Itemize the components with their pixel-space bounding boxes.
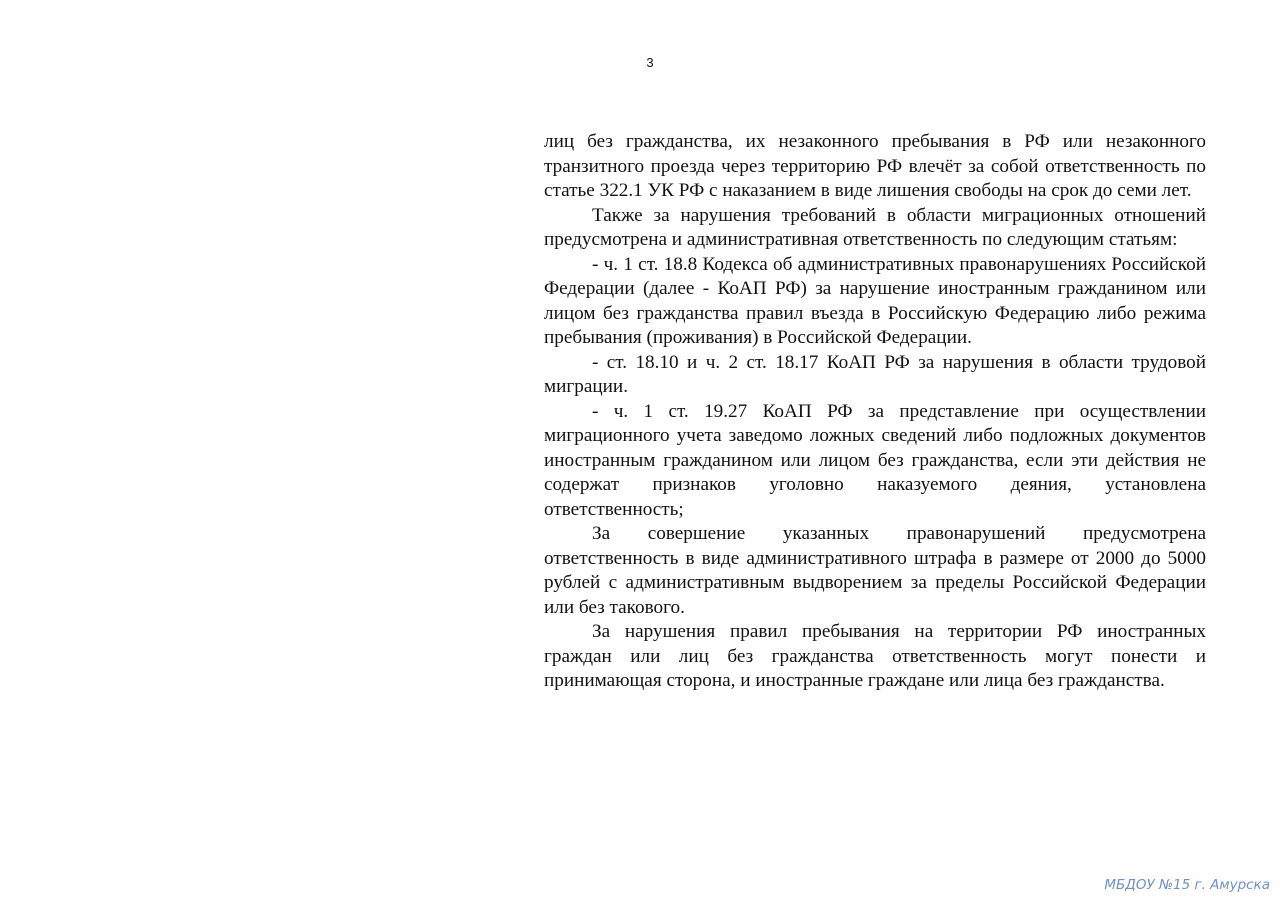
paragraph-host-liability: За нарушения правил пребывания на территории РФ иностранных граждан или лиц без гражданства ответственность могут понести и принимающая сторона, и иностранные граждане или лица без гражданства. [544, 621, 1206, 691]
paragraph-article-19-27: - ч. 1 ст. 19.27 КоАП РФ за представление при осуществлении миграционного учета заведомо ложных сведений либо подложных документов иностранным гражданином или лицом без гражданства, если эти действия не содержат признаков уголовно наказуемого деяния, установлена ответственность; [544, 400, 1206, 520]
paragraph-penalty: За совершение указанных правонарушений предусмотрена ответственность в виде административного штрафа в размере от 2000 до 5000 рублей с административным выдворением за пределы Российской Федерации или без такового. [544, 523, 1206, 618]
watermark: МБДОУ №15 г. Амурска [1104, 877, 1270, 893]
paragraph-administrative-liability: Также за нарушения требований в области миграционных отношений предусмотрена и административная ответственность по следующим статьям: [544, 204, 1206, 250]
document-body [544, 130, 1206, 694]
paragraph-article-18-10: - ст. 18.10 и ч. 2 ст. 18.17 КоАП РФ за нарушения в области трудовой миграции. [544, 351, 1206, 397]
paragraph-continuation: лиц без гражданства, их незаконного пребывания в РФ или незаконного транзитного проезда через территорию РФ влечёт за собой ответственность по статье 322.1 УК РФ с наказанием в виде лишения свободы на срок до семи лет. [544, 131, 1206, 201]
page-number: 3 [646, 55, 654, 70]
paragraph-article-18-8: - ч. 1 ст. 18.8 Кодекса об административных правонарушениях Российской Федерации (далее - КоАП РФ) за нарушение иностранным гражданином или лицом без гражданства правил въезда в Российскую Федерацию либо режима пребывания (проживания) в Российской Федерации. [544, 253, 1206, 348]
